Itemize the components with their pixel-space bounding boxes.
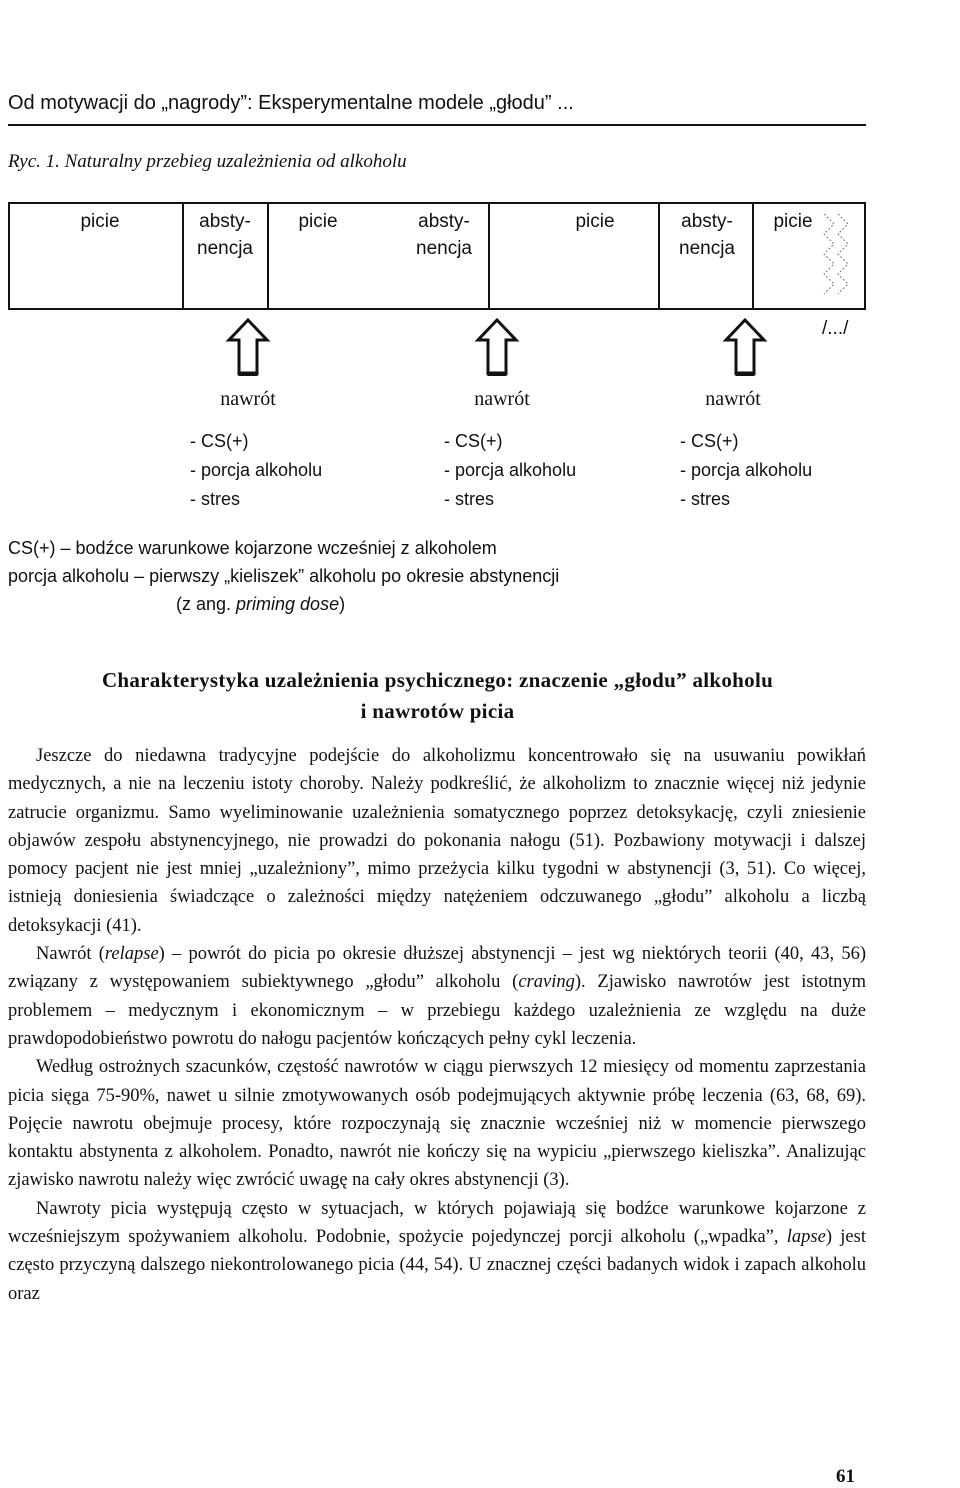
definition-cs: CS(+) – bodźce warunkowe kojarzone wcześniej z alkoholem [8, 538, 497, 558]
definition-text: (z ang. [176, 594, 237, 614]
phase-label: nencja [679, 238, 735, 259]
trigger-item: - stres [444, 489, 495, 509]
section-heading [0, 665, 875, 727]
timeline-box [8, 202, 866, 310]
timeline-phase-drinking [555, 208, 635, 235]
trigger-item: - stres [680, 489, 731, 509]
relapse-triggers [680, 427, 812, 514]
header-rule [8, 124, 866, 126]
paragraph-text: ) – powrót do picia po okresie dłuższej abstynencji – jest wg niektórych teorii (40, 43, 56) związany z występowaniem subiektywnego „głodu” alkoholu ( [8, 944, 866, 993]
timeline-continuation: /.../ [822, 318, 849, 339]
figure-caption: Ryc. 1. Naturalny przebieg uzależnienia od alkoholu [8, 151, 407, 172]
timeline-phase-drinking [50, 208, 150, 235]
phase-label: picie [298, 211, 338, 232]
timeline-phase-drinking [758, 208, 828, 235]
paragraph: Według ostrożnych szacunków, częstość nawrotów w ciągu pierwszych 12 miesięcy od momentu zaprzestania picia sięga 75-90%, nawet u silnie zmotywowanych osób podejmujących aktywnie próbę leczenia (63, 68, 69). Pojęcie nawrotu obejmuje procesy, które rozpoczynają się znacznie wcześniej niż w momencie pierwszego kontaktu abstynenta z alkoholem. Ponadto, nawrót nie kończy się na wypiciu „pierwszego kieliszka”. Analizując zjawisko nawrotu należy więc zwrócić uwagę na cały okres abstynencji (3). [8, 1057, 866, 1191]
timeline-phase-abstinence [662, 208, 752, 262]
body-text [8, 742, 866, 1308]
timeline-divider [752, 204, 754, 308]
section-heading-line: Charakterystyka uzależnienia psychicznego: znaczenie „głodu” alkoholu [101, 668, 774, 692]
timeline-divider [182, 204, 184, 308]
phase-label: picie [80, 211, 120, 232]
page-number: 61 [836, 1466, 855, 1487]
relapse-label: nawrót [705, 388, 761, 410]
paragraph [8, 1195, 866, 1308]
section-heading-line: i nawrotów picia [360, 699, 515, 723]
paragraph: Jeszcze do niedawna tradycyjne podejście do alkoholizmu koncentrowało się na usuwaniu powikłań medycznych, a nie na leczeniu istoty choroby. Należy podkreślić, że alkoholizm to znacznie więcej niż jedynie zatrucie organizmu. Samo wyeliminowanie uzależnienia somatycznego poprzez detoksykację, czyli zniesienie objawów zespołu abstynencyjnego, nie prowadzi do pokonania nałogu (51). Pozbawiony motywacji i dalszej pomocy pacjent nie jest mniej „uzależniony”, mimo przeżycia kilku tygodni w abstynencji (3, 51). Co więcej, istnieją doniesienia świadczące o zależności między natężeniem odczuwanego „głodu” alkoholu a liczbą detoksykacji (41). [8, 746, 866, 936]
term-lapse: lapse [786, 1227, 826, 1248]
paragraph [8, 940, 866, 1053]
timeline-divider [658, 204, 660, 308]
relapse-label: nawrót [474, 388, 530, 410]
trigger-item: - CS(+) [444, 431, 503, 451]
timeline-phase-drinking [268, 208, 368, 235]
timeline-phase-abstinence [394, 208, 494, 262]
phase-label: picie [773, 211, 813, 232]
phase-label: nencja [197, 238, 253, 259]
trigger-item: - CS(+) [680, 431, 739, 451]
relapse-triggers [444, 427, 576, 514]
relapse-triggers [190, 427, 322, 514]
trigger-item: - porcja alkoholu [190, 460, 323, 480]
trigger-item: - CS(+) [190, 431, 249, 451]
relapse-label: nawrót [220, 388, 276, 410]
term-craving: craving [518, 972, 575, 993]
term-relapse: relapse [104, 944, 159, 965]
phase-label: absty- [681, 211, 733, 232]
definition-dose-english [176, 594, 345, 615]
definition-term: priming dose [236, 594, 340, 614]
phase-label: absty- [199, 211, 251, 232]
definition-text: ) [339, 594, 346, 614]
trigger-item: - porcja alkoholu [680, 460, 813, 480]
paragraph-text: ). Zjawisko nawrotów jest istotnym problemem – medycznym i ekonomicznym – w przebiegu każdego uzależnienia ze względu na duże prawdopodobieństwo powrotu do nałogu pacjentów kończących pełny cykl leczenia. [8, 972, 866, 1049]
phase-label: absty- [418, 211, 470, 232]
up-arrow-icon [474, 318, 520, 376]
definition-dose: porcja alkoholu – pierwszy „kieliszek” alkoholu po okresie abstynencji [8, 566, 560, 586]
trigger-item: - stres [190, 489, 241, 509]
trigger-item: - porcja alkoholu [444, 460, 577, 480]
running-header: Od motywacji do „nagrody”: Eksperymentalne modele „głodu” ... [8, 92, 574, 114]
paragraph-text: ) jest często przyczyną dalszego niekontrolowanego picia (44, 54). U znacznej części badanych widok i zapach alkoholu oraz [8, 1227, 866, 1304]
phase-label: nencja [416, 238, 472, 259]
hatch-continuation-mark [820, 208, 856, 304]
paragraph-text: Nawroty picia występują często w sytuacjach, w których pojawiają się bodźce warunkowe kojarzone z wcześniejszym spożywaniem alkoholu. Podobnie, spożycie pojedynczej porcji alkoholu („wpadka”, [8, 1198, 866, 1248]
up-arrow-icon [225, 318, 271, 376]
phase-label: picie [575, 211, 615, 232]
up-arrow-icon [722, 318, 768, 376]
timeline-phase-abstinence [185, 208, 265, 262]
paragraph-text: Nawrót ( [36, 944, 105, 965]
